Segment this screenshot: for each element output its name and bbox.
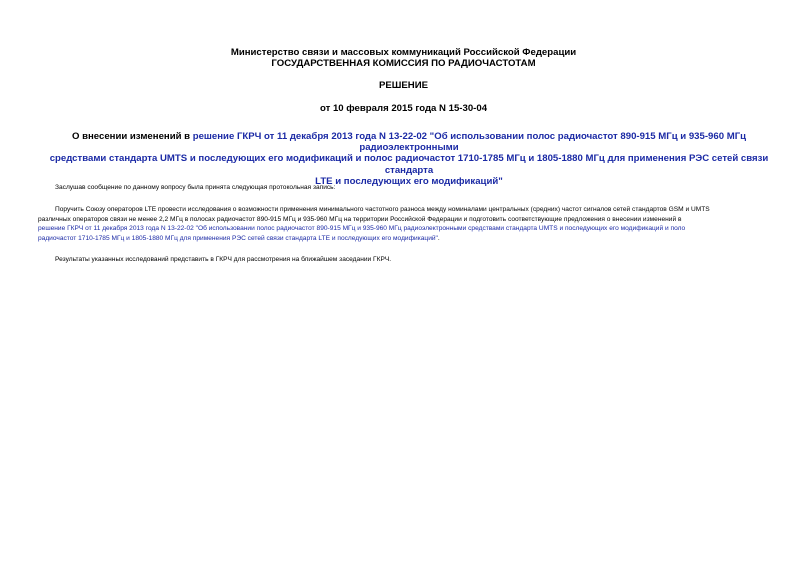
paragraph-results: Результаты указанных исследований представить в ГКРЧ для рассмотрения на ближайшем заседании ГКРЧ. [55,256,392,263]
document-date-number: от 10 февраля 2015 года N 15-30-04 [319,103,488,114]
paragraph-instruction-line1: Поручить Союзу операторов LTE провести исследования о возможности применения минимального частотного разноса между номиналами центральных (средних) частот сигналов сетей стандартов GSM и UMTS [55,206,710,213]
amendment-title [36,131,782,187]
paragraph-instruction-line3 [38,224,685,234]
ministry-name: Министерство связи и массовых коммуникаций Российской Федерации [230,47,577,58]
commission-name: ГОСУДАРСТВЕННАЯ КОМИССИЯ ПО РАДИОЧАСТОТАМ [271,58,536,69]
sentence-end: . [437,234,440,242]
paragraph-instruction-line4 [38,234,440,244]
decision-link-inline-end[interactable]: радиочастот 1710-1785 МГц и 1805-1880 МГц для применения РЭС сетей связи стандарта LTE и последующих его модификаций" [38,234,438,242]
decision-link-line3[interactable]: LTE и последующих его модификаций" [315,175,503,187]
paragraph-protocol: Заслушав сообщение по данному вопросу была принята следующая протокольная запись: [55,184,336,191]
decision-link-line1[interactable]: решение ГКРЧ от 11 декабря 2013 года N 13-22-02 "Об использовании полос радиочастот 890-915 МГц и 935-960 МГц радиоэлектронными [192,131,747,154]
decision-link-line2[interactable]: средствами стандарта UMTS и последующих его модификаций и полос радиочастот 1710-1785 МГц и 1805-1880 МГц для применения РЭС сетей связи стандарта [49,153,769,176]
amendment-title-prefix: О внесении изменений в [71,131,193,142]
paragraph-instruction-line2: различных операторов связи не менее 2,2 МГц в полосах радиочастот 890-915 МГц и 935-960 МГц на территории Российской Федерации и подготовить соответствующие предложения о внесении изменений в [38,215,682,223]
decision-link-inline[interactable]: решение ГКРЧ от 11 декабря 2013 года N 13-22-02 "Об использовании полос радиочастот 890-915 МГц и 935-960 МГц радиоэлектронными средствами стандарта UMTS и последующих его модификаций и поло [38,225,686,232]
document-type: РЕШЕНИЕ [378,80,429,91]
